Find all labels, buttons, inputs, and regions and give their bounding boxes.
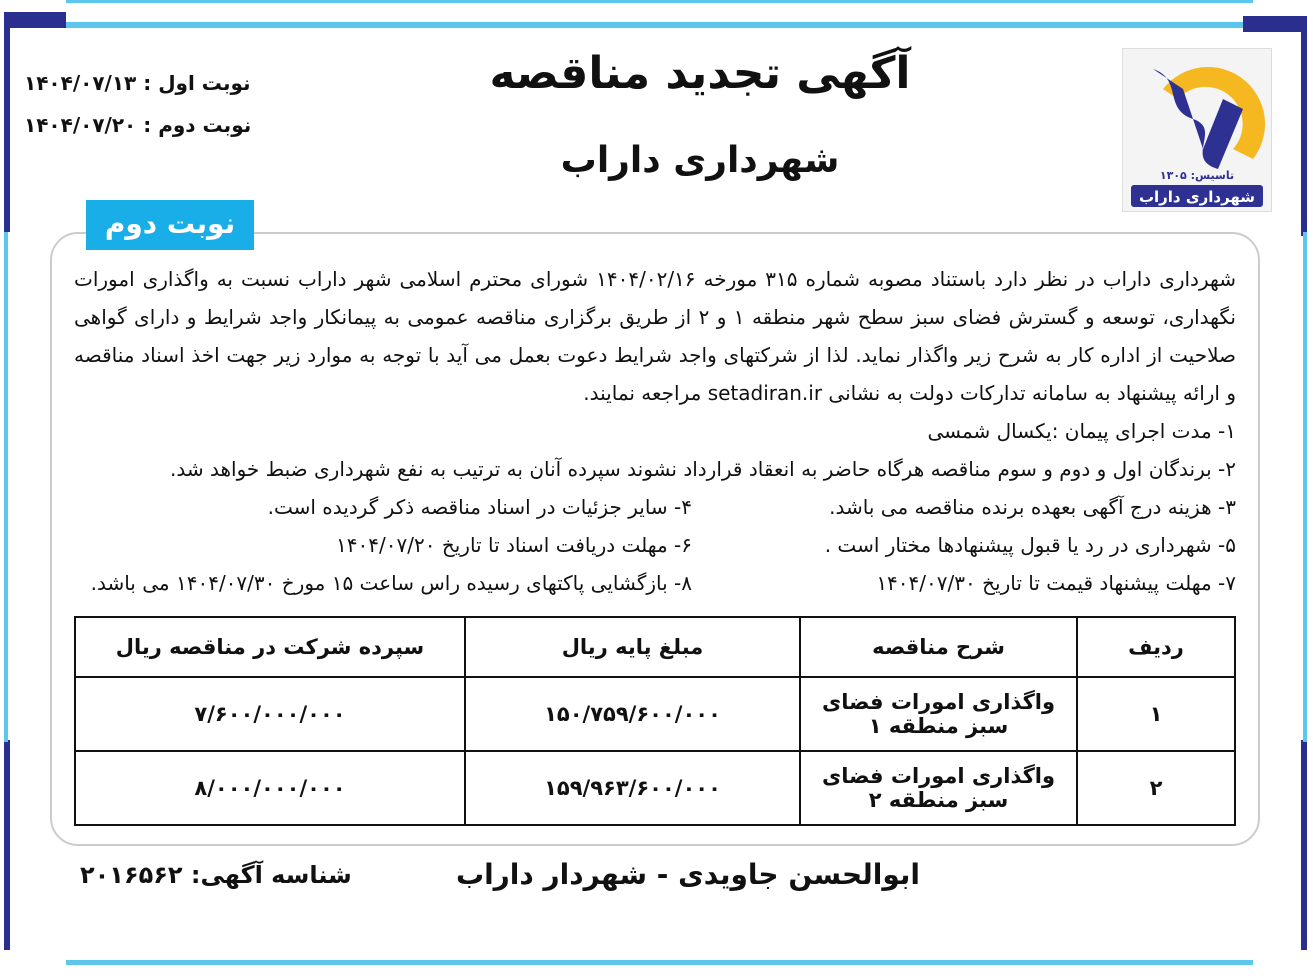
- table-row: [75, 677, 1235, 751]
- top-border: [66, 0, 1253, 3]
- header-base-amount: مبلغ پایه ریال: [465, 617, 800, 677]
- page-title: آگهی تجدید مناقصه: [489, 48, 911, 99]
- corner-left: [4, 12, 66, 28]
- right-bar: [1301, 16, 1307, 236]
- row-deposit: ۷/۶۰۰/۰۰۰/۰۰۰: [75, 677, 465, 751]
- conditions-list: [74, 412, 1236, 602]
- row-number: ۲: [1077, 751, 1235, 825]
- corner-right: [1243, 16, 1307, 32]
- header-deposit: سپرده شرکت در مناقصه ریال: [75, 617, 465, 677]
- content-box: [50, 232, 1260, 846]
- condition-item: ۶- مهلت دریافت اسناد تا تاریخ ۱۴۰۴/۰۷/۲۰: [336, 533, 692, 557]
- condition-item: ۷- مهلت پیشنهاد قیمت تا تاریخ ۱۴۰۴/۰۷/۳۰: [876, 571, 1236, 595]
- tender-table: [74, 616, 1236, 826]
- condition-item: ۴- سایر جزئیات در اسناد مناقصه ذکر گردیده است.: [267, 495, 692, 519]
- left-accent: [4, 232, 8, 742]
- condition-item: ۳- هزینه درج آگهی بعهده برنده مناقصه می باشد.: [829, 495, 1236, 519]
- signature: ابوالحسن جاویدی - شهردار داراب: [455, 858, 920, 891]
- right-accent: [1303, 232, 1307, 742]
- footer: [50, 846, 1260, 891]
- header-description: شرح مناقصه: [800, 617, 1077, 677]
- left-bar-bottom: [4, 740, 10, 950]
- table-row: [75, 751, 1235, 825]
- condition-item: ۱- مدت اجرای پیمان :یکسال شمسی: [927, 419, 1236, 443]
- top-rule: [66, 22, 1253, 28]
- table-header-row: [75, 617, 1235, 677]
- organization-name: شهرداری داراب: [560, 140, 840, 181]
- publication-dates: [24, 62, 324, 146]
- row-description: واگذاری امورات فضای سبز منطقه ۱: [800, 677, 1077, 751]
- svg-text:تاسیس: ۱۳۰۵: تاسیس: ۱۳۰۵: [1159, 169, 1235, 182]
- first-run-date: نوبت اول : ۱۴۰۴/۰۷/۱۳: [24, 71, 251, 95]
- right-bar-bottom: [1301, 740, 1307, 950]
- intro-paragraph: شهرداری داراب در نظر دارد باستناد مصوبه شماره ۳۱۵ مورخه ۱۴۰۴/۰۲/۱۶ شورای محترم اسلامی شهر داراب نسبت به واگذاری امورات نگهداری، توسعه و گسترش فضای سبز سطح شهر منطقه ۱ و ۲ از طریق برگزاری مناقصه عمومی به پیمانکار واجد شرایط و دارای گواهی صلاحیت از اداره کار به شرح زیر واگذار نماید. لذا از شرکتهای واجد شرایط دعوت بعمل می آید با توجه به موارد زیر جهت اخذ اسناد مناقصه و ارائه پیشنهاد به سامانه تدارکات دولت به نشانی setadiran.ir مراجعه نمایند.: [74, 267, 1236, 405]
- row-deposit: ۸/۰۰۰/۰۰۰/۰۰۰: [75, 751, 465, 825]
- row-number: ۱: [1077, 677, 1235, 751]
- condition-item: ۵- شهرداری در رد یا قبول پیشنهادها مختار است .: [824, 533, 1236, 557]
- row-base-amount: ۱۵۹/۹۶۳/۶۰۰/۰۰۰: [465, 751, 800, 825]
- row-description: واگذاری امورات فضای سبز منطقه ۲: [800, 751, 1077, 825]
- municipality-logo: [1122, 48, 1272, 212]
- header-row-number: ردیف: [1077, 617, 1235, 677]
- condition-item: ۸- بازگشایی پاکتهای رسیده راس ساعت ۱۵ مورخ ۱۴۰۴/۰۷/۳۰ می باشد.: [90, 571, 692, 595]
- condition-item: ۲- برندگان اول و دوم و سوم مناقصه هرگاه حاضر به انعقاد قرارداد نشوند سپرده آنان به ترتیب به نفع شهرداری ضبط خواهد شد.: [170, 457, 1236, 481]
- svg-text:شهرداری داراب: شهرداری داراب: [1138, 188, 1256, 206]
- bottom-rule: [66, 960, 1253, 965]
- run-badge: نوبت دوم: [86, 200, 254, 250]
- ad-id: شناسه آگهی: ۲۰۱۶۵۶۲: [80, 860, 352, 889]
- left-bar: [4, 12, 10, 232]
- main-content: [50, 232, 1260, 921]
- second-run-date: نوبت دوم : ۱۴۰۴/۰۷/۲۰: [24, 113, 252, 137]
- row-base-amount: ۱۵۰/۷۵۹/۶۰۰/۰۰۰: [465, 677, 800, 751]
